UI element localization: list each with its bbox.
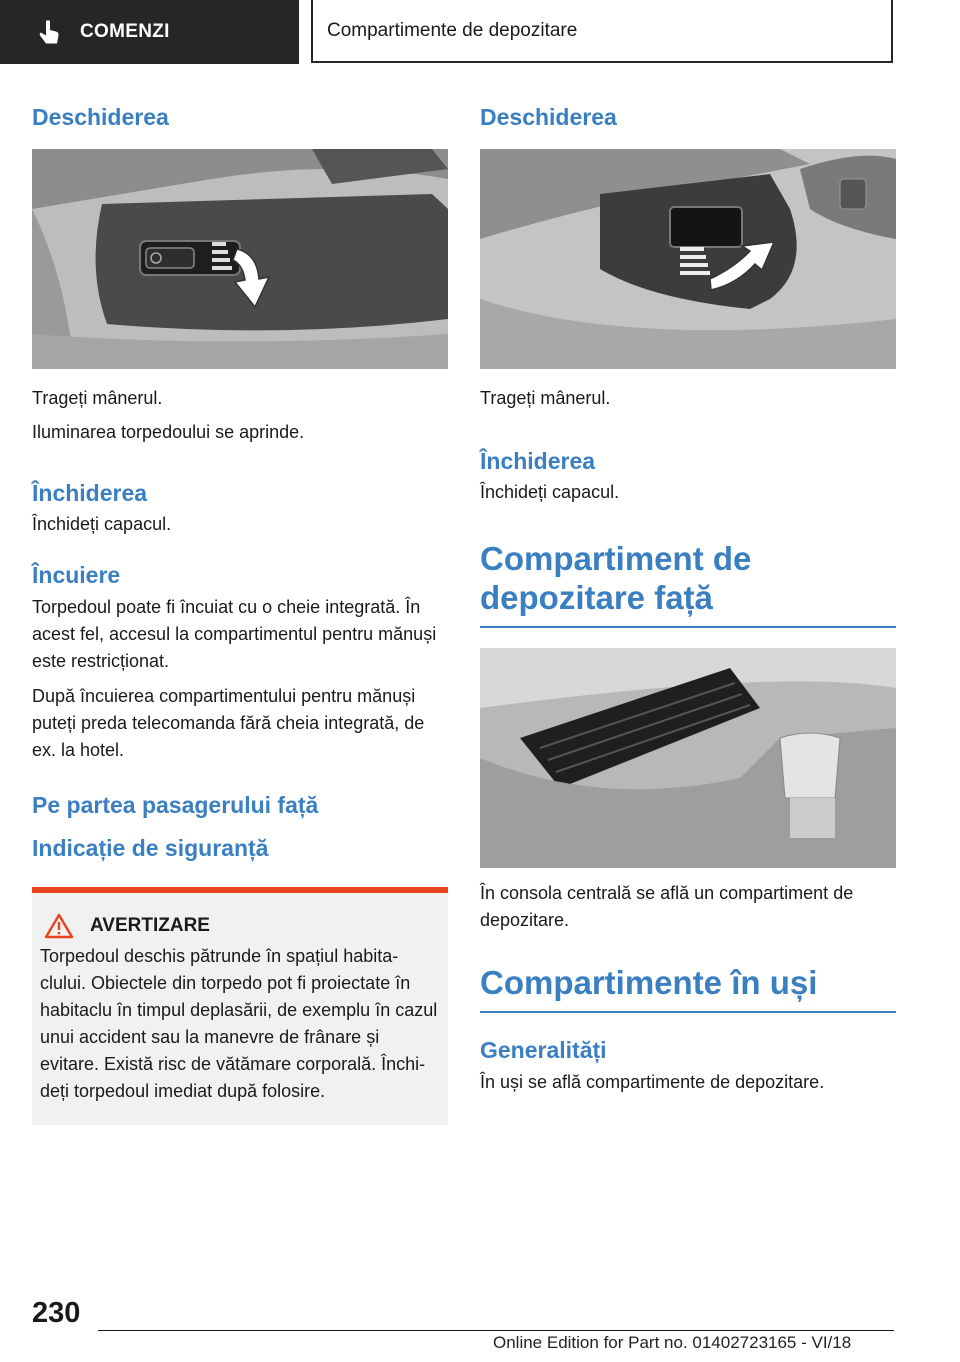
heading-door-storage: Compartimente în uși bbox=[480, 964, 896, 1013]
glovebox-handle-photo bbox=[32, 149, 448, 369]
p-close-left: Închideți capacul. bbox=[32, 514, 172, 535]
heading-safety: Indicație de siguranță bbox=[32, 835, 269, 862]
p-lock-2: După încuierea compartimentului pentru mănuși puteți preda telecomanda fără cheia integrată, de ex. la hotel. bbox=[32, 685, 425, 760]
page-number: 230 bbox=[32, 1297, 81, 1329]
p-lock-1: Torpedoul poate fi încuiat cu o cheie integrată. În acest fel, accesul la compartimentul pentru mănuși este restricționat. bbox=[32, 596, 437, 671]
footer-divider bbox=[98, 1330, 894, 1331]
p-light: Iluminarea torpedoului se aprinde. bbox=[32, 421, 305, 442]
warning-text: Torpedoul deschis pătrunde în spațiul habitaclului. Obiectele din torpedo pot fi proiectate în habitaclu în timpul deplasării, de exemplu în cazul unui accident sau la manevre de frânare și evitare. Există risc de vătămare corporală. Închideți torpedoul imediat după folosire. bbox=[40, 945, 438, 1101]
heading-general: Generalități bbox=[480, 1037, 607, 1063]
p-pull-left: Trageți mânerul. bbox=[32, 387, 163, 408]
p-close-right: Închideți capacul. bbox=[480, 482, 620, 503]
heading-open-left: Deschiderea bbox=[32, 104, 169, 130]
hand-pointer-icon bbox=[36, 18, 64, 46]
section-title: Compartimente de depozitare bbox=[311, 0, 893, 63]
p-console: În consola centrală se află un compartiment de depozitare. bbox=[480, 883, 854, 931]
page-header bbox=[0, 0, 960, 66]
warning-header bbox=[40, 913, 438, 939]
left-column bbox=[32, 98, 448, 1125]
heading-lock: Încuiere bbox=[32, 562, 121, 589]
p-doors: În uși se află compartimente de depozitare. bbox=[480, 1071, 825, 1092]
glovebox-driver-photo bbox=[480, 149, 896, 369]
heading-open-right: Deschiderea bbox=[480, 104, 617, 130]
right-column bbox=[480, 98, 896, 1096]
heading-close-right: Închiderea bbox=[480, 447, 596, 474]
edition-note: Online Edition for Part no. 01402723165 - VI/18 bbox=[493, 1333, 852, 1352]
heading-front-storage: Compartiment de depozitare față bbox=[480, 540, 896, 628]
chapter-tab-label: COMENZI bbox=[80, 21, 170, 42]
warning-title: AVERTIZARE bbox=[90, 914, 210, 936]
center-console-photo bbox=[480, 648, 896, 868]
p-pull-right: Trageți mânerul. bbox=[480, 387, 611, 408]
heading-passenger: Pe partea pasagerului față bbox=[32, 791, 319, 818]
warning-triangle-icon bbox=[44, 913, 74, 939]
warning-box bbox=[32, 887, 448, 1125]
chapter-tab[interactable] bbox=[0, 0, 299, 64]
heading-close-left: Închiderea bbox=[32, 479, 148, 506]
